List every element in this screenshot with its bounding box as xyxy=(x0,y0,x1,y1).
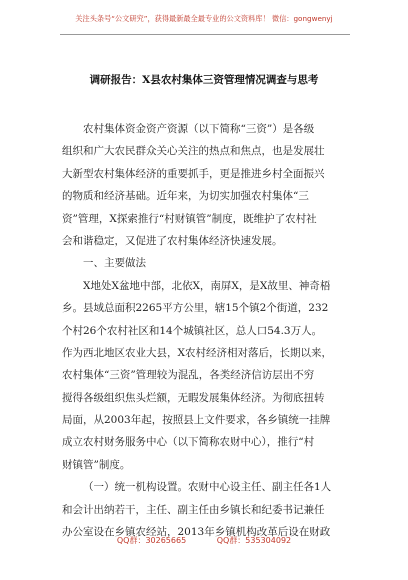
body-line: 大新型农村集体经济的重要抓手，更是推进乡村全面振兴 xyxy=(62,167,325,180)
body-line: 农村集体“三资”管理较为混乱，各类经济信访层出不穷 xyxy=(62,369,315,382)
body-line: 个村26个农村社区和14个城镇社区，总人口54.3万人。 xyxy=(62,324,323,337)
body-line: 财镇管”制度。 xyxy=(62,458,131,471)
section-heading: 一、主要做法 xyxy=(83,257,146,270)
qq-group-2: QQ群：535304092 xyxy=(216,536,292,545)
body-line: 乡。县域总面积2265平方公里，辖15个镇2个街道，232 xyxy=(62,302,329,315)
body-line: 搅得各级组织焦头烂额，无暇发展集体经济。为彻底扭转 xyxy=(62,391,325,404)
qq-group-1: QQ群：30265665 xyxy=(116,536,187,545)
body-line: 组织和广大农民群众关心关注的热点和焦点，也是发展壮 xyxy=(62,145,325,158)
subsection-line: （一）统一机构设置。农财中心设主任、副主任各1人 xyxy=(83,481,332,494)
body-line: X地处X盆地中部，北依X，南屏X，是X故里、神奇梧 xyxy=(83,279,331,292)
body-line: 的物质和经济基础。近年来，为切实加强农村集体“三 xyxy=(62,190,309,203)
body-line: 资”管理，X探索推行“村财镇管”制度，既维护了农村社 xyxy=(62,212,317,225)
body-line: 办公室设在乡镇农经站，2013年乡镇机构改革后设在财政 xyxy=(62,526,331,539)
document-body xyxy=(62,118,358,543)
body-line: 局面，从2003年起，按照县上文件要求，各乡镇统一挂牌 xyxy=(62,414,331,427)
document-title: 调研报告：X县农村集体三资管理情况调查与思考 xyxy=(89,74,319,86)
header-divider xyxy=(60,34,350,35)
promo-header: 关注头条号“公文研究”，获得最新最全最专业的公文资料库！ 微信：gongwenyj xyxy=(75,14,333,23)
promo-footer xyxy=(0,535,408,546)
body-line: 农村集体资金资产资源（以下简称“三资”）是各级 xyxy=(83,123,315,135)
body-line: 和会计出纳若干，主任、副主任由乡镇长和纪委书记兼任 xyxy=(62,503,325,516)
body-line: 会和谐稳定，又促进了农村集体经济快速发展。 xyxy=(62,234,283,247)
body-line: 成立农村财务服务中心（以下简称农财中心），推行“村 xyxy=(62,436,315,449)
body-line: 作为西北地区农业大县，X农村经济相对落后，长期以来， xyxy=(62,346,332,359)
